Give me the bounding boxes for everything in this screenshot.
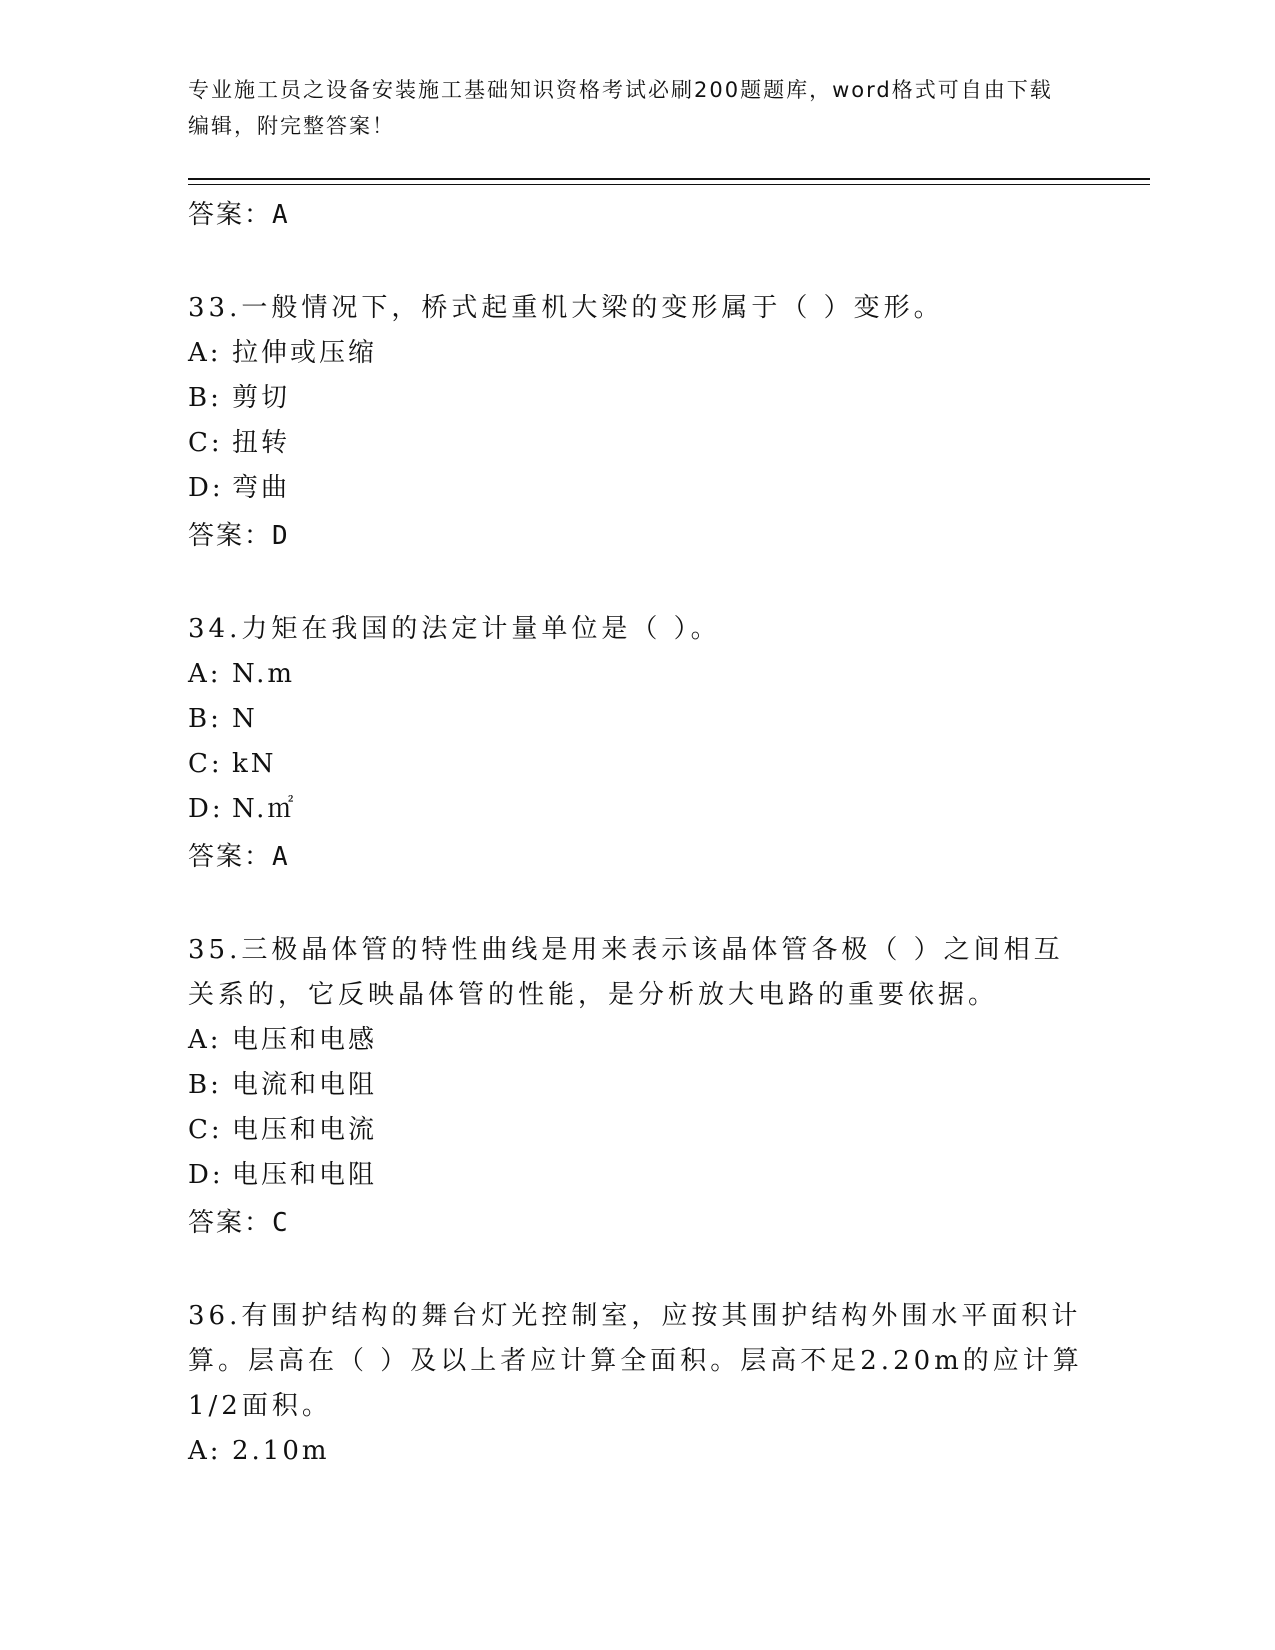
option-key: A: bbox=[188, 338, 222, 368]
option-text: N.㎡ bbox=[232, 794, 297, 824]
answer-line bbox=[188, 1204, 1088, 1242]
option-a bbox=[188, 652, 1088, 697]
question-stem: 34.力矩在我国的法定计量单位是（ ）。 bbox=[188, 614, 721, 644]
answer-value: A bbox=[272, 842, 290, 872]
option-c bbox=[188, 421, 1088, 466]
question-stem: 33.一般情况下，桥式起重机大梁的变形属于（ ）变形。 bbox=[188, 293, 944, 323]
option-text: N bbox=[232, 704, 258, 734]
option-text: 剪切 bbox=[232, 383, 291, 413]
option-key: C: bbox=[188, 428, 223, 458]
answer-value: A bbox=[272, 200, 290, 230]
answer-label: 答案： bbox=[188, 1208, 273, 1238]
option-c bbox=[188, 742, 1088, 787]
option-key: A: bbox=[188, 1436, 222, 1466]
option-text: kN bbox=[232, 749, 277, 779]
option-key: D: bbox=[188, 1160, 224, 1190]
option-text: 弯曲 bbox=[232, 473, 291, 503]
option-b bbox=[188, 697, 1088, 742]
option-d bbox=[188, 466, 1088, 511]
answer-line bbox=[188, 517, 1088, 555]
option-key: D: bbox=[188, 473, 224, 503]
header-title: 专业施工员之设备安装施工基础知识资格考试必刷200题题库，word格式可自由下载编辑，附完整答案！ bbox=[188, 78, 1053, 138]
option-text: 电压和电阻 bbox=[232, 1160, 378, 1190]
question-stem: 36.有围护结构的舞台灯光控制室，应按其围护结构外围水平面积计算。层高在（ ）及以上者应计算全面积。层高不足2.20m的应计算1/2面积。 bbox=[188, 1301, 1083, 1421]
answer-label: 答案： bbox=[188, 200, 273, 230]
option-a bbox=[188, 1018, 1088, 1063]
option-b bbox=[188, 376, 1088, 421]
option-key: C: bbox=[188, 749, 223, 779]
option-text: 2.10m bbox=[232, 1436, 330, 1466]
option-a bbox=[188, 331, 1088, 376]
option-c bbox=[188, 1108, 1088, 1153]
option-text: N.m bbox=[232, 659, 296, 689]
option-key: A: bbox=[188, 1025, 222, 1055]
answer-line bbox=[188, 838, 1088, 876]
header-divider-thick bbox=[188, 178, 1150, 180]
question-stem: 35.三极晶体管的特性曲线是用来表示该晶体管各极（ ）之间相互关系的，它反映晶体管的性能，是分析放大电路的重要依据。 bbox=[188, 935, 1064, 1010]
option-text: 电流和电阻 bbox=[232, 1070, 378, 1100]
option-b bbox=[188, 1063, 1088, 1108]
option-d bbox=[188, 1153, 1088, 1198]
option-text: 电压和电感 bbox=[232, 1025, 378, 1055]
header-divider-thin bbox=[188, 184, 1150, 185]
option-text: 电压和电流 bbox=[232, 1115, 378, 1145]
question-35 bbox=[188, 928, 1088, 1242]
answer-label: 答案： bbox=[188, 521, 273, 551]
answer-label: 答案： bbox=[188, 842, 273, 872]
option-text: 拉伸或压缩 bbox=[232, 338, 378, 368]
answer-line bbox=[188, 196, 1088, 234]
option-a bbox=[188, 1429, 1088, 1474]
option-key: B: bbox=[188, 1070, 222, 1100]
question-list bbox=[188, 190, 1088, 1474]
option-d bbox=[188, 787, 1088, 832]
answer-value: C bbox=[272, 1208, 290, 1238]
option-key: B: bbox=[188, 704, 222, 734]
question-34 bbox=[188, 607, 1088, 876]
option-key: B: bbox=[188, 383, 222, 413]
option-key: A: bbox=[188, 659, 222, 689]
answer-value: D bbox=[272, 521, 290, 551]
option-key: C: bbox=[188, 1115, 223, 1145]
document-header bbox=[188, 72, 1068, 144]
option-key: D: bbox=[188, 794, 224, 824]
option-text: 扭转 bbox=[232, 428, 291, 458]
question-36 bbox=[188, 1294, 1088, 1474]
question-33 bbox=[188, 286, 1088, 555]
